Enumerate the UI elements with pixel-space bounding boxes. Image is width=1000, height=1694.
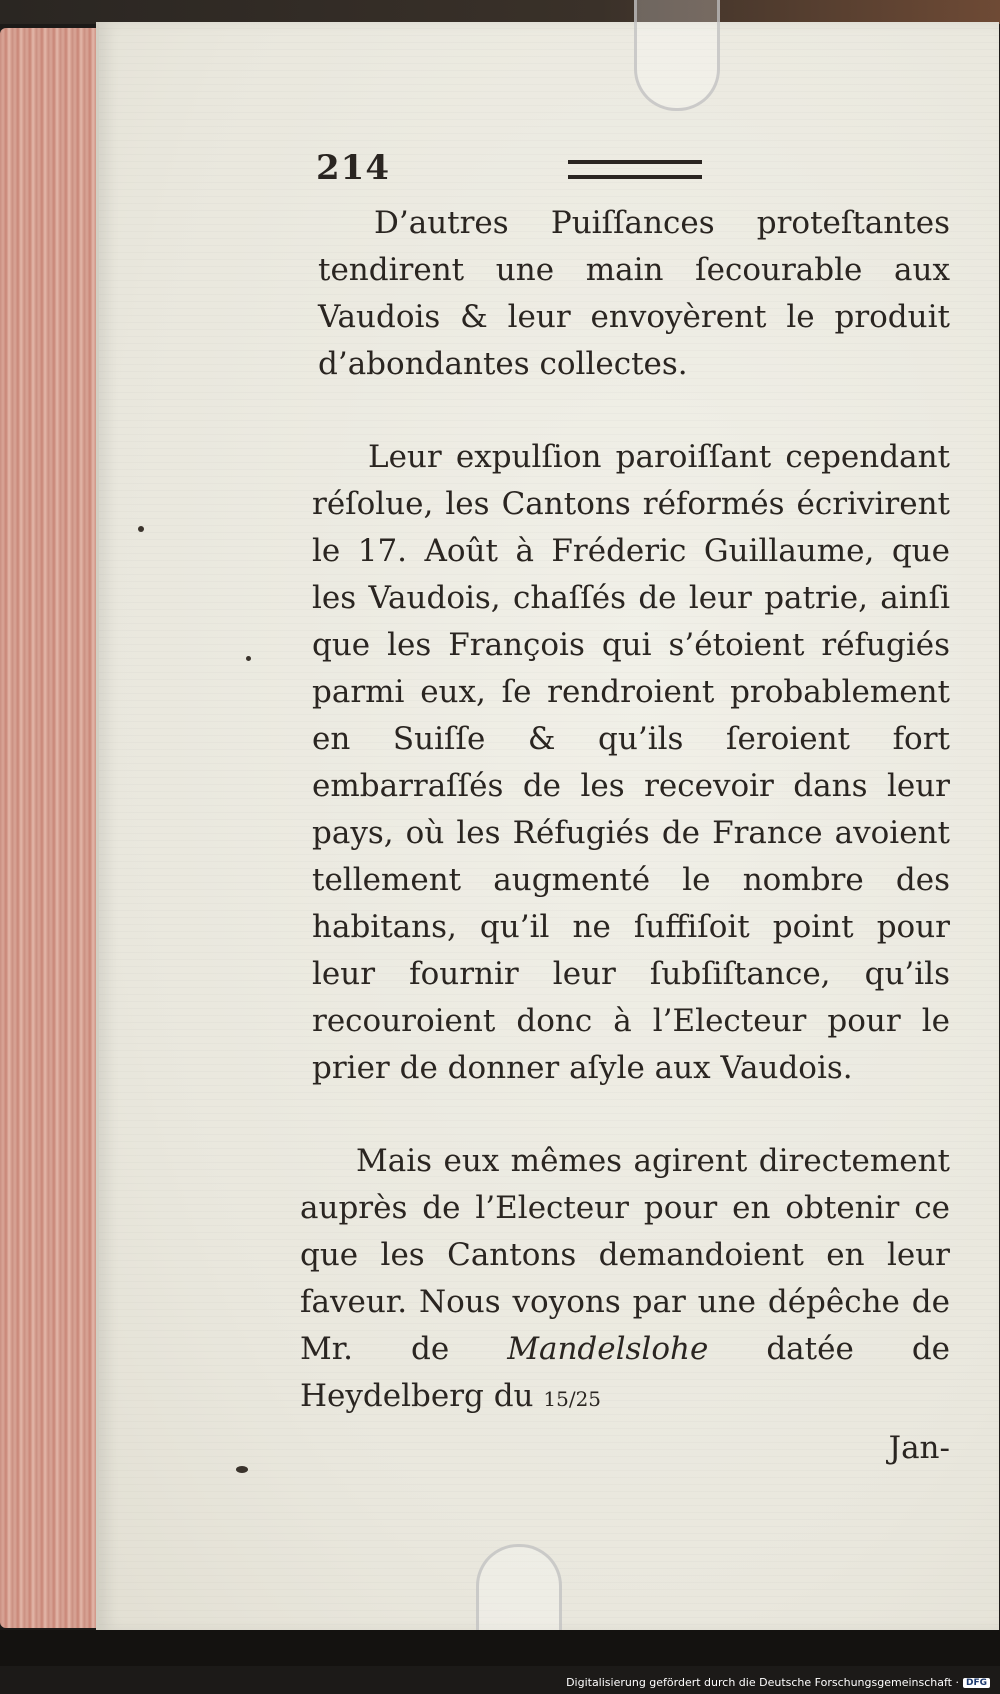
paragraph-2: Leur expulſion paroiſſant cependant réſolue, les Cantons réformés écrivirent le 17. Août à Fréderic Guillaume, que les Vaudois, chaſſés de leur patrie, ainſi que les François qui s’étoient réfugiés parmi eux, ſe rendroient probablement en Suiſſe & qu’ils ſeroient fort embarraſſés de les recevoir dans leur pays, où les Réfugiés de France avoient tellement augmenté le nombre des habitans, qu’il ne ſuffiſoit point pour leur fournir leur ſubſiſtance, qu’ils recouroient donc à l’Electeur pour le prier de donner aſyle aux Vaudois. [312,439,950,1086]
page-header [300,148,950,200]
footer-text: Digitalisierung gefördert durch die Deutsche Forschungsgemeinschaft · [566,1676,959,1689]
paragraph-3 [300,1138,950,1423]
catchword: Jan- [888,1430,950,1466]
top-page-clip [634,0,720,111]
paper-speck [138,526,144,532]
header-rule [568,160,702,179]
page-edge [0,28,108,1628]
paragraph-3-tail: datée de Heydelberg du [300,1331,951,1414]
paper-speck [246,656,251,661]
dfg-logo: DFG [963,1678,990,1688]
digitization-credit [566,1676,990,1689]
italic-name: Mandelslohe [507,1331,709,1367]
paragraph-3-text: Mais eux mêmes agirent directement auprès de l’Electeur pour en obtenir ce que les Cantons demandoient en leur faveur. Nous voyons par une dépêche de Mr. de [300,1143,950,1367]
date-fraction: 15/25 [543,1387,602,1411]
bottom-binding-strip [0,1630,1000,1666]
page-number: 214 [316,148,390,188]
top-binding-strip [0,0,1000,24]
paragraph-1: D’autres Puiſſances proteſtantes tendirent une main ſecourable aux Vaudois & leur envoyèrent le produit d’abondantes collectes. [318,205,950,382]
paper-speck [236,1466,248,1473]
page-text [300,148,950,1472]
